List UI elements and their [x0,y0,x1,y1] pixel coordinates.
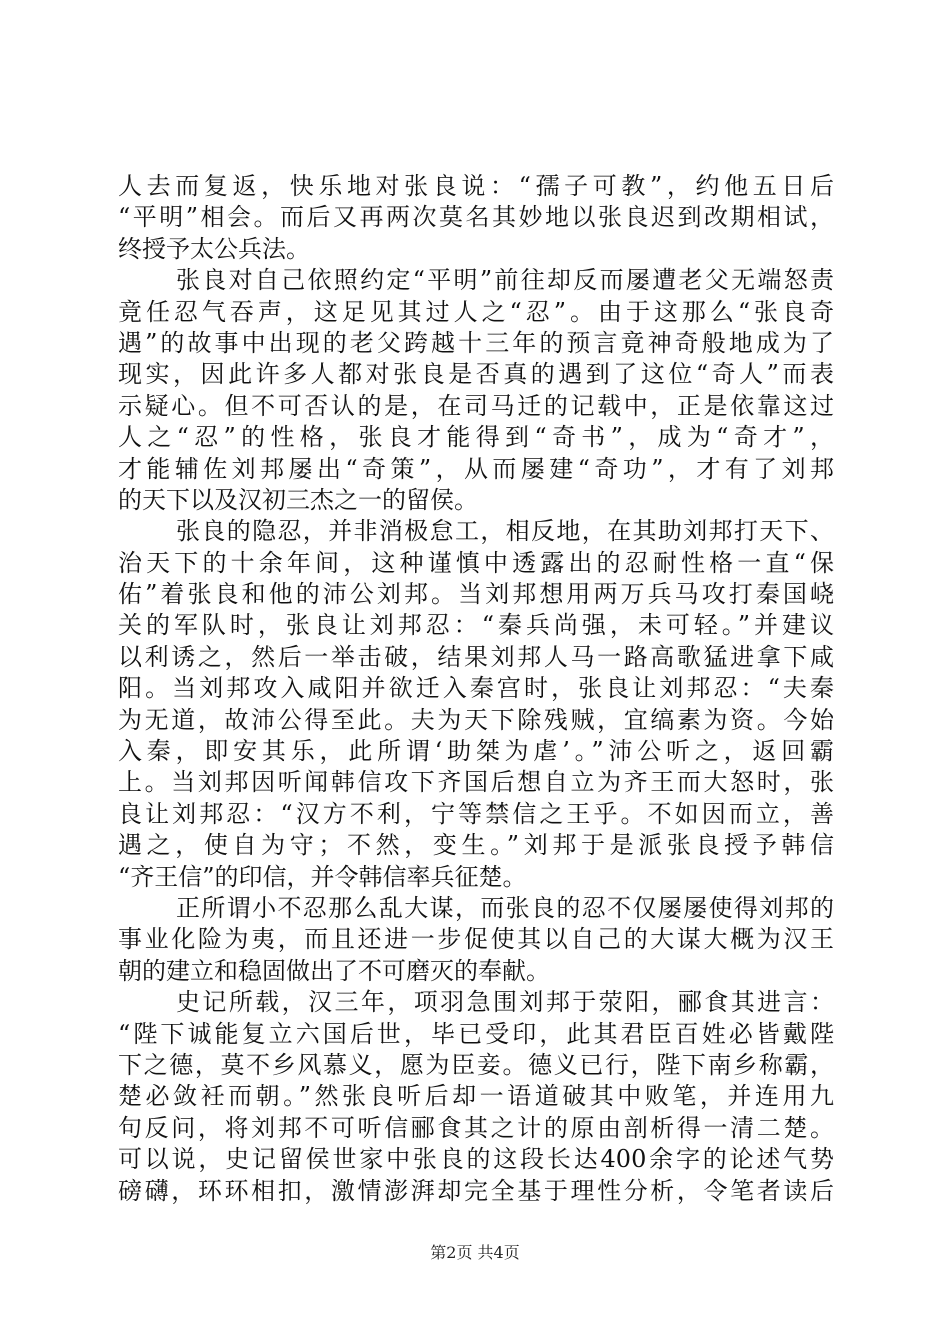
text-line: 佑”着张良和他的沛公刘邦。当刘邦想用两万兵马攻打秦国峣 [118,580,834,609]
text-line: 终授予太公兵法。 [118,234,310,263]
text-line: 张良的隐忍，并非消极怠工，相反地，在其助刘邦打天下、 [176,517,834,546]
text-line: 人之“忍”的性格，张良才能得到“奇书”，成为“奇才”， [118,423,834,452]
text-line: 正所谓小不忍那么乱大谋，而张良的忍不仅屡屡使得刘邦的 [176,893,834,922]
text-line: 史记所载，汉三年，项羽急围刘邦于荥阳，郦食其进言： [176,988,834,1017]
text-line: 示疑心。但不可否认的是，在司马迁的记载中，正是依靠这过 [118,391,834,420]
text-line: 治天下的十余年间，这种谨慎中透露出的忍耐性格一直“保 [118,548,834,577]
text-line: 上。当刘邦因听闻韩信攻下齐国后想自立为齐王而大怒时，张 [118,768,834,797]
text-line: 入秦，即安其乐，此所谓‘助桀为虐’。”沛公听之，返回霸 [118,737,834,766]
text-line: 良让刘邦忍：“汉方不利，宁等禁信之王乎。不如因而立，善 [118,799,834,828]
text-line: “齐王信”的印信，并令韩信率兵征楚。 [118,862,527,891]
text-line: 磅礴，环环相扣，激情澎湃却完全基于理性分析，令笔者读后 [118,1176,834,1205]
text-line: 才能辅佐刘邦屡出“奇策”，从而屡建“奇功”，才有了刘邦 [118,454,834,483]
text-line: 事业化险为夷，而且还进一步促使其以自己的大谋大概为汉王 [118,925,834,954]
text-line: 关的军队时，张良让刘邦忍：“秦兵尚强，未可轻。”并建议 [118,611,834,640]
text-line: “平明”相会。而后又再两次莫名其妙地以张良迟到改期相试， [118,203,834,232]
text-line: 可以说，史记留侯世家中张良的这段长达400余字的论述气势 [118,1145,834,1174]
text-line: 以利诱之，然后一举击破，结果刘邦人马一路高歌猛进拿下咸 [118,642,834,671]
text-line: 下之德，莫不乡风慕义，愿为臣妾。德义已行，陛下南乡称霸， [118,1050,834,1079]
text-line: 现实，因此许多人都对张良是否真的遇到了这位“奇人”而表 [118,360,834,389]
text-line: 遇”的故事中出现的老父跨越十三年的预言竟神奇般地成为了 [118,328,834,357]
text-line: 竟任忍气吞声，这足见其过人之“忍”。由于这那么“张良奇 [118,297,834,326]
text-line: 朝的建立和稳固做出了不可磨灭的奉献。 [118,956,550,985]
text-line: 遇之，使自为守；不然，变生。”刘邦于是派张良授予韩信 [118,831,834,860]
text-line: 楚必敛衽而朝。”然张良听后却一语道破其中败笔，并连用九 [118,1082,834,1111]
page-footer: 第2页 共4页 [430,1243,520,1262]
text-line: 句反问，将刘邦不可听信郦食其之计的原由剖析得一清二楚。 [118,1113,834,1142]
text-line: 阳。当刘邦攻入咸阳并欲迁入秦宫时，张良让刘邦忍：“夫秦 [118,674,834,703]
document-body [118,171,834,1207]
text-line: 的天下以及汉初三杰之一的留侯。 [118,485,478,514]
text-line: 为无道，故沛公得至此。夫为天下除残贼，宜缟素为资。今始 [118,705,834,734]
text-line: “陛下诚能复立六国后世，毕已受印，此其君臣百姓必皆戴陛 [118,1019,834,1048]
text-line: 人去而复返，快乐地对张良说：“孺子可教”，约他五日后 [118,172,834,200]
text-line: 张良对自己依照约定“平明”前往却反而屡遭老父无端怒责 [176,266,834,295]
